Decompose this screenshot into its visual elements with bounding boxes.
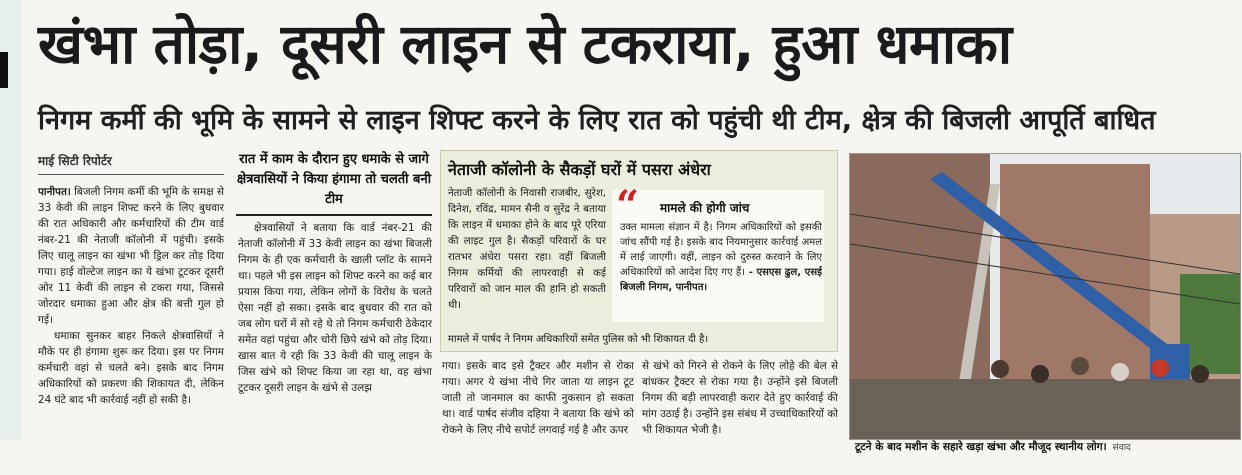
dateline: पानीपत।	[38, 186, 71, 198]
column1-para1	[38, 184, 224, 328]
boxed-story-body: नेताजी कॉलोनी के निवासी राजबीर, सुरेश, दिनेश, रविंद्र, मामन सैनी व सुरेंद्र ने बताया कि लाइन में धमाका होने के बाद पूरे एरिया की लाइट गुल है। सैकड़ों परिवारों के घर रातभर अंधेरा पसरा रहा। वहीं बिजली निगम कर्मियों की लापरवाही से कई परिवारों को जान माल की हानि हो सकती थी।	[448, 188, 606, 311]
quote-text: उक्त मामला संज्ञान में है। निगम अधिकारियों को इसकी जांच सौंपी गई है। इसके बाद नियमानुसार कार्रवाई अमल में लाई जाएगी। वहीं, लाइन को दुरुस्त करवाने के लिए अधिकारियों को आदेश दिए गए हैं।	[620, 222, 822, 278]
photo-illustration	[850, 154, 1240, 439]
article-column-2: क्षेत्रवासियों ने बताया कि वार्ड नंबर-21 की नेताजी कॉलोनी में 33 केवी लाइन का खंभा बिजली निगम के ही एक कर्मचारी के खाली प्लॉट के सामने था। पहले भी इस लाइन को शिफ्ट करने का कई बार प्रयास किया गया, लेकिन लोगों के विरोध के चलते ऐसा नहीं हो सका। इसके बाद बुधवार की रात को जब लोग घरों में सो रहे थे तो निगम कर्मचारी ठेकेदार समेत वहां पहुंचा और चोरी छिपे खंभे को तोड़ दिया। खास बात ये रही कि 33 केवी की चालू लाइन के जिस खंभे को शिफ्ट किया जा रहा था, वह खंभा टूटकर दूसरी लाइन के खंभे से उलझ	[238, 222, 432, 394]
quote-mark-icon: “	[616, 182, 640, 229]
column2-deck: रात में काम के दौरान हुए धमाके से जागे क्षेत्रवासियों ने किया हंगामा तो चलती बनी टीम	[236, 152, 432, 207]
byline-divider	[38, 174, 224, 175]
photo-credit: संवाद	[1112, 443, 1131, 453]
column1-para1-text: बिजली निगम कर्मी की भूमि के समक्ष से 33 केवी की लाइन शिफ्ट करने के लिए बुधवार की रात अधिकारी और कर्मचारियों की टीम वार्ड नंबर-21 की नेताजी कॉलोनी में पहुंची। इसके लिए चालू लाइन का खंभा भी ड्रिल कर तोड़ दिया गया। हाई वोल्टेज लाइन का ये खंभा टूटकर दूसरी ओर 11 केवी की लाइन से टकरा गया, जिससे जोरदार धमाका हुआ और क्षेत्र की बत्ती गुल हो गई।	[38, 186, 224, 326]
article-column-4: से खंभे को गिरने से रोकने के लिए लोहे की बेल से बांधकर ट्रैक्टर से रोका गया है। उन्होंने इसे बिजली निगम की बड़ी लापरवाही करार देते हुए कार्रवाई की मांग उठाई है। उन्होंने इस संबंध में उच्चाधिकारियों को भी शिकायत भेजी है।	[642, 360, 838, 436]
headline: खंभा तोड़ा, दूसरी लाइन से टकराया, हुआ धमाका	[38, 12, 1012, 76]
news-photo	[849, 153, 1241, 440]
article-column-3: गया। इसके बाद इसे ट्रैक्टर और मशीन से रोका गया। अगर ये खंभा नीचे गिर जाता या लाइन टूट जाती तो जानमाल का काफी नुकसान हो सकता था। वार्ड पार्षद संजीव दहिया ने बताया कि खंभे को रोकने के लिए नीचे सपोर्ट लगवाई गई है और ऊपर	[442, 360, 634, 436]
boxed-story-title: नेताजी कॉलोनी के सैकड़ों घरों में पसरा अंधेरा	[448, 160, 711, 179]
deck-divider	[236, 214, 432, 216]
photo-caption: टूटने के बाद मशीन के सहारे खड़ा खंभा और मौजूद स्थानीय लोग।	[855, 441, 1107, 453]
quote-attribution: - एसएस ढुल, एसई बिजली निगम, पानीपत।	[620, 267, 822, 293]
column1-para2: धमाका सुनकर बाहर निकले क्षेत्रवासियों ने मौके पर ही हंगामा शुरू कर दिया। इस पर निगम कर्मचारी वहां से चलते बने। इसके बाद निगम अधिकारियों को प्रकरण की शिकायत दी, लेकिन 24 घंटे बाद भी कार्रवाई नहीं हो सकी है।	[38, 330, 224, 406]
crowd	[850, 379, 1240, 439]
byline: माई सिटी रिपोर्टर	[38, 154, 112, 168]
boxed-story-footer: मामले में पार्षद ने निगम अधिकारियों समेत पुलिस को भी शिकायत दी है।	[448, 334, 709, 345]
subheadline: निगम कर्मी की भूमि के सामने से लाइन शिफ्ट करने के लिए रात को पहुंची थी टीम, क्षेत्र की बिजली आपूर्ति बाधित	[38, 105, 1156, 136]
photo-caption-line	[855, 440, 1235, 454]
quote-title: मामले की होगी जांच	[660, 201, 750, 215]
article-column-1	[38, 184, 224, 474]
quote-text-block	[620, 220, 822, 320]
adjacent-column-marker	[0, 52, 8, 88]
